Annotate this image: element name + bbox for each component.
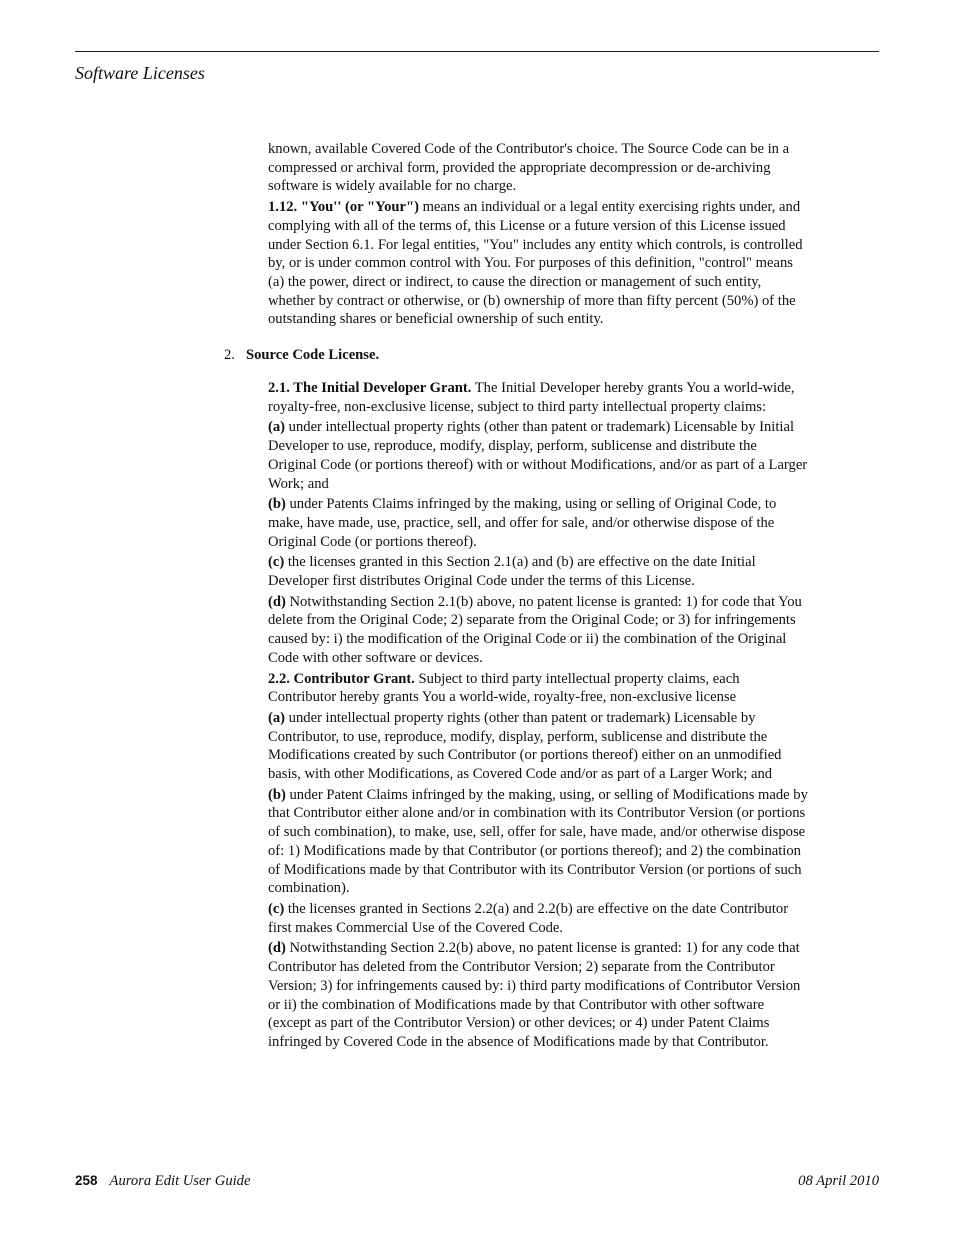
- intro-paragraph-1: known, available Covered Code of the Contributor's choice. The Source Code can be in a compressed or archival form, provided the appropriate decompression or de-archiving software is widely available for no charge.: [268, 141, 790, 195]
- definition-you-text: means an individual or a legal entity exercising rights under, and complying with all of the terms of, this License or a future version of this License issued under Section 6.1. For legal entities, "You" includes any entity which controls, is controlled by, or is under common control with You. For purposes of this definition, "control" means (a) the power, direct or indirect, to cause the direction or management of such entity, whether by contract or otherwise, or (b) ownership of more than fifty percent (50%) of the outstanding shares or beneficial ownership of such entity.: [268, 199, 803, 328]
- definition-you: [268, 198, 808, 329]
- section-paragraph: [268, 900, 808, 937]
- guide-title: Aurora Edit User Guide: [109, 1173, 251, 1189]
- paragraph-text: under Patents Claims infringed by the making, using or selling of Original Code, to make, have made, use, practice, sell, and offer for sale, and/or otherwise dispose of the Original Code (or portions thereof).: [268, 496, 777, 550]
- section-title: Source Code License.: [246, 347, 380, 363]
- section-paragraph: [268, 786, 808, 898]
- paragraph-text: the licenses granted in Sections 2.2(a) and 2.2(b) are effective on the date Contributor first makes Commercial Use of the Covered Code.: [268, 900, 789, 936]
- section-paragraph: [268, 495, 808, 551]
- paragraph-text: the licenses granted in this Section 2.1(a) and (b) are effective on the date Initial Developer first distributes Original Code under the terms of this License.: [268, 554, 756, 590]
- paragraph-label: (d): [268, 940, 286, 957]
- paragraph-label: 2.2. Contributor Grant.: [268, 670, 415, 687]
- paragraph-label: (b): [268, 786, 286, 803]
- paragraph-text: The Initial Developer hereby grants You a world-wide, royalty-free, non-exclusive license, subject to third party intellectual property claims:: [268, 380, 795, 415]
- section-paragraph: [268, 593, 808, 668]
- section-paragraph: [268, 418, 808, 493]
- section-paragraph: [268, 709, 808, 784]
- section-2-body: [268, 379, 808, 1054]
- paragraph-label: (b): [268, 496, 286, 513]
- paragraph-label: (c): [268, 554, 285, 571]
- page-header-title: Software Licenses: [75, 63, 205, 83]
- footer-date: 08 April 2010: [798, 1173, 879, 1189]
- section-paragraph: [268, 379, 808, 416]
- section-number: 2.: [224, 347, 235, 363]
- page-number: 258: [75, 1173, 98, 1188]
- paragraph-label: (d): [268, 593, 286, 610]
- paragraph-text: under Patent Claims infringed by the making, using, or selling of Modifications made by that Contributor either alone and/or in combination with its Contributor Version (or portions of such combination), to make, use, sell, offer for sale, have made, and/or otherwise dispose of: 1) Modifications made by that Contributor (or portions thereof); and 2) the combination of Modifications made by that Contributor with its Contributor Version (or portions of such combination).: [268, 786, 808, 897]
- section-paragraph: [268, 553, 808, 590]
- paragraph-text: Subject to third party intellectual property claims, each Contributor hereby grants You a world-wide, royalty-free, non-exclusive license: [268, 670, 740, 706]
- page-footer: [75, 1172, 879, 1190]
- paragraph-label: (c): [268, 900, 285, 917]
- paragraph-text: Notwithstanding Section 2.2(b) above, no patent license is granted: 1) for any code that Contributor has deleted from the Contributor Version; 2) separate from the Contributor Version; 3) for infringements caused by: i) third party modifications of Contributor Version or ii) the combination of Modifications made by that Contributor with other software (except as part of the Contributor Version) or other devices; or 4) under Patent Claims infringed by Covered Code in the absence of Modifications made by that Contributor.: [268, 940, 801, 1050]
- paragraph-text: under intellectual property rights (other than patent or trademark) Licensable by Initial Developer to use, reproduce, modify, display, perform, sublicense and distribute the Original Code (or portions thereof) with or without Modifications, and/or as part of a Larger Work; and: [268, 419, 808, 492]
- header-rule: [75, 51, 879, 52]
- section-paragraph: [268, 670, 808, 707]
- paragraph-label: 2.1. The Initial Developer Grant.: [268, 380, 472, 396]
- paragraph-label: (a): [268, 419, 286, 436]
- section-2-heading: [224, 346, 379, 365]
- definition-you-label: 1.12. "You'' (or "Your"): [268, 199, 419, 216]
- paragraph-text: Notwithstanding Section 2.1(b) above, no patent license is granted: 1) for code that You delete from the Original Code; 2) separate from the Original Code; or 3) for infringements caused by: i) the modification of the Original Code or ii) the combination of the Original Code with other software or devices.: [268, 593, 802, 666]
- paragraph-label: (a): [268, 709, 286, 726]
- intro-block: [268, 140, 808, 331]
- paragraph-text: under intellectual property rights (other than patent or trademark) Licensable by Contributor, to use, reproduce, modify, display, perform, sublicense and distribute the Modifications created by such Contributor (or portions thereof) either on an unmodified basis, with other Modifications, as Covered Code and/or as part of a Larger Work; and: [268, 709, 782, 783]
- section-paragraph: [268, 939, 808, 1051]
